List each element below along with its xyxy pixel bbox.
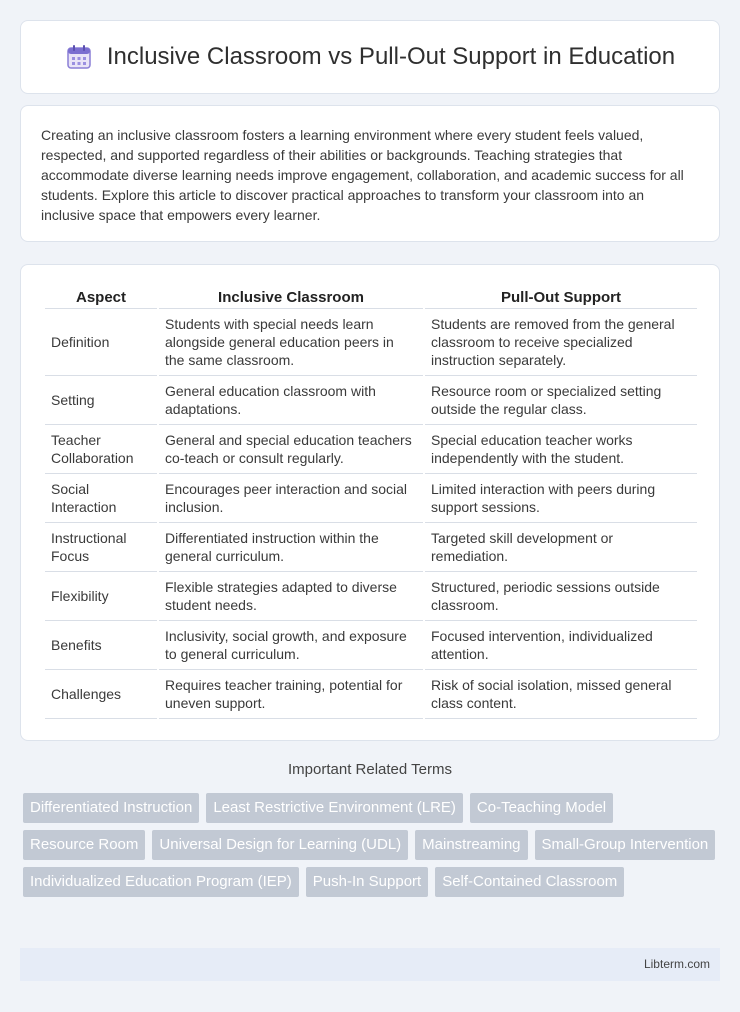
cell-inclusive: Flexible strategies adapted to diverse student needs. — [159, 572, 423, 621]
cell-aspect: Teacher Collaboration — [45, 425, 157, 474]
table-row — [45, 425, 697, 474]
related-term-tag[interactable]: Differentiated Instruction — [23, 793, 199, 823]
cell-aspect: Challenges — [45, 670, 157, 719]
cell-pullout: Focused intervention, individualized attention. — [425, 621, 697, 670]
related-term-tag[interactable]: Resource Room — [23, 830, 145, 860]
intro-card — [20, 105, 720, 242]
table-row — [45, 376, 697, 425]
cell-aspect: Instructional Focus — [45, 523, 157, 572]
related-term-tag[interactable]: Small-Group Intervention — [535, 830, 716, 860]
related-term-tag[interactable]: Push-In Support — [306, 867, 428, 897]
related-term-tag[interactable]: Self-Contained Classroom — [435, 867, 624, 897]
page-title: Inclusive Classroom vs Pull-Out Support in Education — [106, 43, 676, 70]
title-card — [20, 20, 720, 94]
cell-inclusive: Requires teacher training, potential for uneven support. — [159, 670, 423, 719]
cell-pullout: Resource room or specialized setting outside the regular class. — [425, 376, 697, 425]
cell-pullout: Risk of social isolation, missed general class content. — [425, 670, 697, 719]
header-inclusive-classroom: Inclusive Classroom — [159, 283, 423, 309]
cell-aspect: Setting — [45, 376, 157, 425]
header-pull-out-support: Pull-Out Support — [425, 283, 697, 309]
related-term-tag[interactable]: Individualized Education Program (IEP) — [23, 867, 299, 897]
related-term-tag[interactable]: Least Restrictive Environment (LRE) — [206, 793, 463, 823]
cell-inclusive: Encourages peer interaction and social inclusion. — [159, 474, 423, 523]
cell-inclusive: Differentiated instruction within the general curriculum. — [159, 523, 423, 572]
related-term-tag[interactable]: Universal Design for Learning (UDL) — [152, 830, 408, 860]
table-row — [45, 621, 697, 670]
cell-pullout: Students are removed from the general classroom to receive specialized instruction separately. — [425, 309, 697, 376]
cell-pullout: Structured, periodic sessions outside classroom. — [425, 572, 697, 621]
footer-site-link[interactable]: Libterm.com — [643, 957, 710, 971]
cell-aspect: Benefits — [45, 621, 157, 670]
table-header-row — [45, 283, 697, 309]
related-term-tag[interactable]: Co-Teaching Model — [470, 793, 613, 823]
cell-pullout: Special education teacher works independently with the student. — [425, 425, 697, 474]
calendar-icon — [65, 43, 93, 71]
table-row — [45, 670, 697, 719]
intro-text: Creating an inclusive classroom fosters a learning environment where every student feels valued, respected, and supported regardless of their abilities or backgrounds. Teaching strategies that accommodate diverse learning needs improve engagement, collaboration, and academic success for all students. Explore this article to discover practical approaches to transform your classroom into an inclusive space that empowers every learner. — [41, 127, 684, 223]
table-row — [45, 309, 697, 376]
cell-inclusive: Inclusivity, social growth, and exposure to general curriculum. — [159, 621, 423, 670]
cell-aspect: Definition — [45, 309, 157, 376]
cell-pullout: Targeted skill development or remediation. — [425, 523, 697, 572]
cell-aspect: Flexibility — [45, 572, 157, 621]
cell-pullout: Limited interaction with peers during support sessions. — [425, 474, 697, 523]
related-terms-list — [23, 793, 723, 897]
related-term-tag[interactable]: Mainstreaming — [415, 830, 527, 860]
table-row — [45, 474, 697, 523]
cell-aspect: Social Interaction — [45, 474, 157, 523]
table-row — [45, 572, 697, 621]
header-aspect: Aspect — [45, 283, 157, 309]
cell-inclusive: General education classroom with adaptations. — [159, 376, 423, 425]
table-row — [45, 523, 697, 572]
cell-inclusive: General and special education teachers co-teach or consult regularly. — [159, 425, 423, 474]
comparison-table-card — [20, 264, 720, 741]
cell-inclusive: Students with special needs learn alongside general education peers in the same classroom. — [159, 309, 423, 376]
comparison-table — [43, 283, 699, 719]
related-terms-heading: Important Related Terms — [288, 761, 452, 778]
footer — [20, 948, 720, 981]
